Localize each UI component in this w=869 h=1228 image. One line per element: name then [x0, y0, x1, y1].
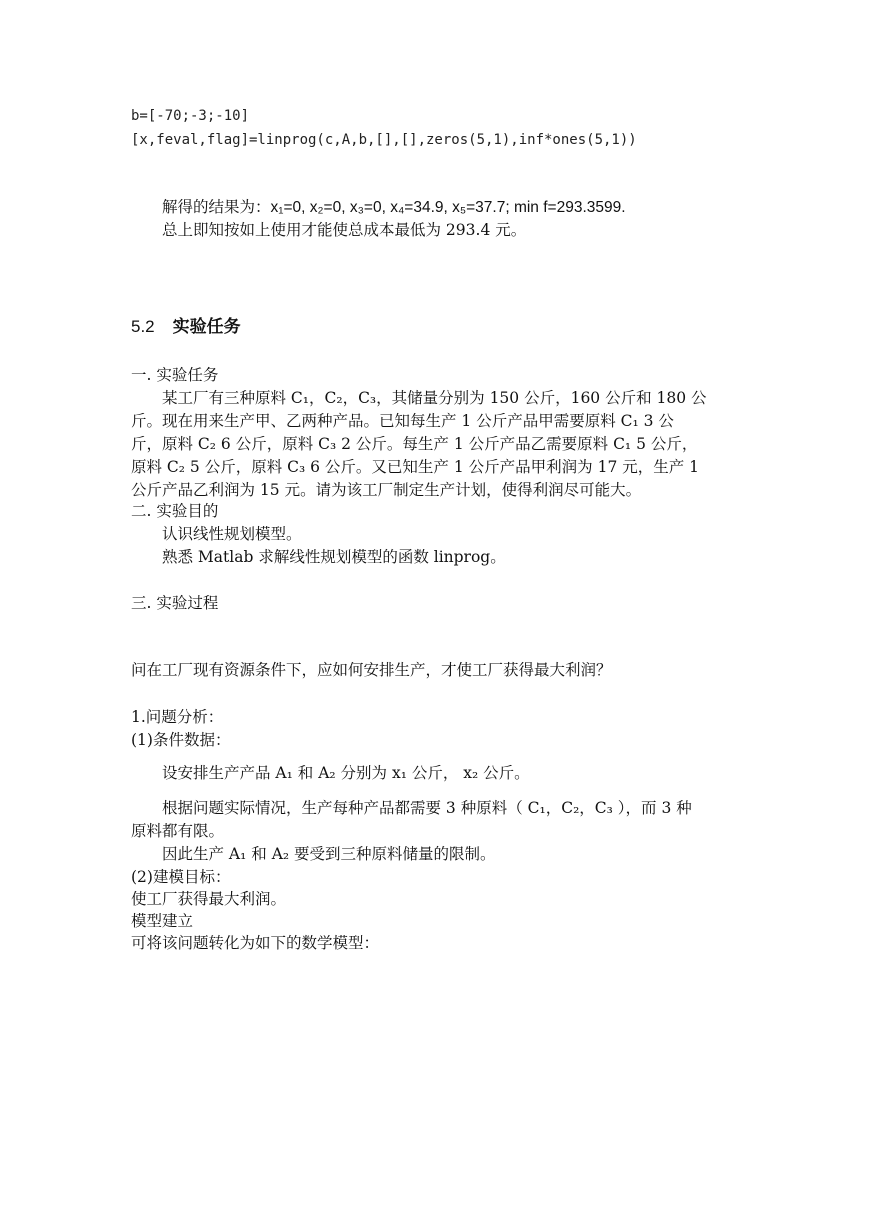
section-heading	[131, 316, 241, 338]
question-text: 问在工厂现有资源条件下，应如何安排生产，才使工厂获得最大利润？	[131, 661, 612, 679]
process-heading: 三. 实验过程	[131, 594, 219, 612]
analysis-constraint-note: 因此生产 A₁ 和 A₂ 要受到三种原料储量的限制。	[162, 845, 496, 863]
purpose-item-2: 熟悉 Matlab 求解线性规划模型的函数 linprog。	[162, 548, 506, 566]
result-prefix: 解得的结果为：	[162, 198, 271, 216]
analysis-heading: 1.问题分析：	[131, 708, 224, 726]
analysis-goal-text: 使工厂获得最大利润。	[131, 890, 287, 908]
section-title: 实验任务	[172, 317, 241, 337]
task-para-line-4: 原料 C₂ 5 公斤，原料 C₃ 6 公斤。又已知生产 1 公斤产品甲利润为 17 元，生产 1	[131, 458, 700, 476]
result-x3: x₃=0,	[349, 199, 391, 216]
analysis-variables: 设安排生产产品 A₁ 和 A₂ 分别为 x₁ 公斤， x₂ 公斤。	[162, 764, 530, 782]
model-intro: 可将该问题转化为如下的数学模型：	[131, 934, 380, 952]
purpose-heading: 二. 实验目的	[131, 502, 219, 520]
result-x4: x₄=34.9,	[390, 199, 453, 216]
section-number: 5.2	[131, 317, 155, 336]
analysis-materials-line-2: 原料都有限。	[131, 822, 225, 840]
result-x5: x₅=37.7; min f=293.3599.	[452, 199, 626, 216]
analysis-subheading-conditions: (1)条件数据：	[131, 731, 231, 749]
task-para-line-5: 公斤产品乙利润为 15 元。请为该工厂制定生产计划，使得利润尽可能大。	[131, 481, 642, 499]
analysis-materials-line-1: 根据问题实际情况，生产每种产品都需要 3 种原料（ C₁，C₂，C₃ ），而 3 种	[162, 799, 692, 817]
result-line	[162, 196, 626, 219]
code-line-linprog: [x,feval,flag]=linprog(c,A,b,[],[],zeros(5,1),inf*ones(5,1))	[131, 132, 637, 148]
task-heading: 一. 实验任务	[131, 366, 219, 384]
model-heading: 模型建立	[131, 912, 194, 930]
code-line-b: b=[-70;-3;-10]	[131, 108, 250, 124]
purpose-item-1: 认识线性规划模型。	[162, 525, 302, 543]
task-para-line-2: 斤。现在用来生产甲、乙两种产品。已知每生产 1 公斤产品甲需要原料 C₁ 3 公	[131, 412, 674, 430]
task-para-line-1: 某工厂有三种原料 C₁，C₂，C₃，其储量分别为 150 公斤，160 公斤和 180 公	[162, 389, 707, 407]
task-para-line-3: 斤，原料 C₂ 6 公斤，原料 C₃ 2 公斤。每生产 1 公斤产品乙需要原料 C₁ 5 公斤，	[131, 435, 698, 453]
result-x2: x₂=0,	[309, 199, 350, 216]
result-x1: x₁=0,	[270, 199, 310, 216]
result-summary: 总上即知按如上使用才能使总成本最低为 293.4 元。	[162, 221, 527, 239]
analysis-subheading-goal: (2)建模目标：	[131, 868, 231, 886]
